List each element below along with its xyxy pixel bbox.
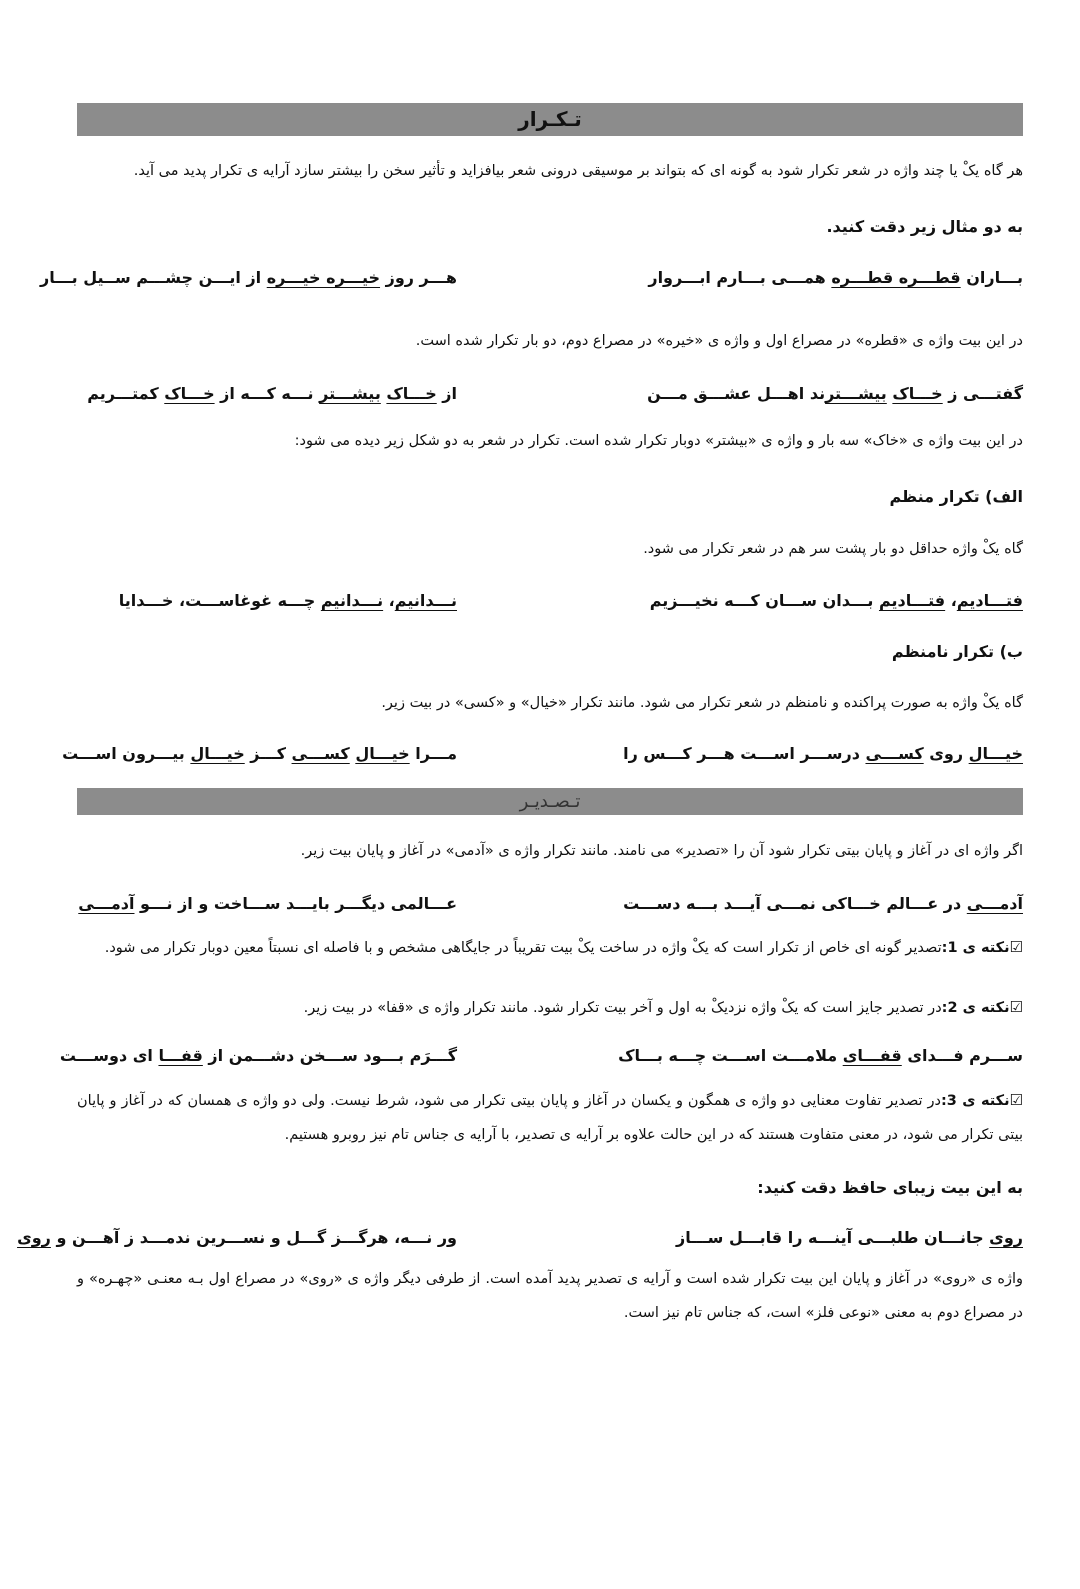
bayt-6 <box>59 1046 1023 1076</box>
document-page <box>17 0 1023 1589</box>
intro-paragraph: هر گاه یکْ یا چند واژه در شعر تکرار شود به گونه ای که بتواند بر موسیقی درونی شعر بیافزاید و تأثیر سخن را بیشتر سازد آرایه ی تکرار پدید می آید. <box>133 163 1023 179</box>
note-1 <box>77 933 1023 963</box>
repeated-word: فتـــادیم <box>956 591 1023 610</box>
bayt-6-hemistich-2: گـــرَم بـــود ســـخن دشـــمن از قفـــا ای دوســـت <box>59 1046 457 1065</box>
alef-text: گاه یکْ واژه حداقل دو بار پشت سر هم در شعر تکرار می شود. <box>643 541 1023 557</box>
bayt-5-hemistich-1: آدمـــی در عـــالم خـــاکی نمـــی آیـــد بـــه دســـت <box>623 894 1023 913</box>
repeated-word: خیـــال <box>968 744 1023 763</box>
repeated-word: فتـــادیم <box>878 591 946 610</box>
repeated-word: کســـی <box>865 744 924 763</box>
note-2 <box>77 993 1023 1023</box>
bayt-2-hemistich-1: گفتـــی ز خـــاک بیشـــترند اهـــل عشـــق مـــن <box>647 384 1023 403</box>
repeated-word: کســـی <box>291 744 350 763</box>
repeated-word: قفـــا <box>158 1046 203 1065</box>
repeated-word: آدمـــی <box>966 894 1023 913</box>
repeated-word: نـــدانیم <box>394 591 457 610</box>
be-text: گاه یکْ واژه به صورت پراکنده و نامنظم در شعر تکرار می شود. مانند تکرار «خیال» و «کسی» در بیت زیر. <box>381 695 1023 711</box>
bayt-4-hemistich-1: خیـــال روی کســـی درســـر اســـت هـــر کـــس را <box>623 744 1023 763</box>
be-heading: ب) تکرار نامنظم <box>891 642 1023 661</box>
repeated-word: نـــدانیم <box>320 591 384 610</box>
checkbox-icon: ☑ <box>1009 938 1023 956</box>
note-3-label: نکته ی 3: <box>940 1093 1010 1109</box>
section-title-tasdir <box>77 788 1023 815</box>
bayt-1 <box>39 268 1023 298</box>
example-heading: به دو مثال زیر دقت کنید. <box>826 217 1023 236</box>
bayt-3 <box>77 591 1023 621</box>
note-3-text: در تصدیر تفاوت معنایی دو واژه ی همگون و یکسان در آغاز و پایان بیتی تکرار می شود، شرط نیست. ولی دو واژه ی همسان که در آغاز و پایان بیتی تکرار می شود، در معنی متفاوت هستند که در این حالت علاوه بر آرایه ی تصدیر، با آرایه ی جناس تام نیز روبرو هستیم. <box>77 1093 1023 1143</box>
repeated-word: روی <box>989 1228 1023 1247</box>
bayt-7-hemistich-2: ور نـــه، هرگـــز گـــل و نســـرین ندمـــد ز آهـــن و روی <box>17 1228 457 1247</box>
repeated-word: روی <box>17 1228 51 1247</box>
section-title-text: تـکـرار <box>518 107 582 131</box>
bayt-1-hemistich-1: بـــاران قطـــره قطـــره همـــی بـــارم ابـــروار <box>648 268 1023 287</box>
bayt-7 <box>17 1228 1023 1258</box>
checkbox-icon: ☑ <box>1009 998 1023 1016</box>
repeated-word: خیـــال <box>355 744 410 763</box>
repeated-word: خـــاک <box>892 384 943 403</box>
repeated-word: خیـــال <box>190 744 245 763</box>
final-paragraph: واژه ی «روی» در آغاز و پایان این بیت تکرار شده است و آرایه ی تصدیر پدید آمده است. از طرفی دیگر واژه ی «روی» در مصراع اول بـه معنـی «چهـره» و در مصراع دوم به معنی «نوعی فلز» است، که جناس تام نیز است. <box>77 1271 1023 1321</box>
note-1-label: نکته ی 1: <box>941 940 1010 956</box>
bayt-2-hemistich-2: از خـــاک بیشـــتر نـــه کـــه از خـــاک کمتـــریم <box>87 384 457 403</box>
repeated-word: قطـــره قطـــره <box>831 268 961 287</box>
section-title-text: تـصـدیـر <box>519 791 581 812</box>
bayt-3-hemistich-2: نـــدانیم، نـــدانیم چـــه غوغاســـت، خـــدایا <box>118 591 457 610</box>
repeated-word: بیشـــتر <box>319 384 381 403</box>
repeated-word: خـــاک <box>386 384 437 403</box>
alef-heading: الف) تکرار منظم <box>889 487 1023 506</box>
note-2-label: نکته ی 2: <box>941 1000 1010 1016</box>
bayt-4 <box>62 744 1023 774</box>
explanation-2: در این بیت واژه ی «خاک» سه بار و واژه ی «بیشتر» دوبار تکرار شده است. تکرار در شعر به دو شکل زیر دیده می شود: <box>294 433 1023 449</box>
explanation-1: در این بیت واژه ی «قطره» در مصراع اول و واژه ی «خیره» در مصراع دوم، دو بار تکرار شده است. <box>415 333 1023 349</box>
note-3 <box>77 1083 1023 1152</box>
repeated-word: بیشـــتر <box>825 384 887 403</box>
repeated-word: آدمـــی <box>78 894 135 913</box>
bayt-1-hemistich-2: هـــر روز خیـــره خیـــره از ایـــن چشـــم ســیل بـــار <box>39 268 457 287</box>
bayt-5 <box>77 894 1023 924</box>
section-title-takrar <box>77 103 1023 136</box>
hafez-heading: به این بیت زیبای حافظ دقت کنید: <box>757 1178 1023 1197</box>
note-1-text: تصدیر گونه ای خاص از تکرار است که یکْ واژه در ساخت یکْ بیت تقریباً در جایگاهی مشخص و با فاصله ای نسبتاً معین دوبار تکرار می شود. <box>104 940 942 956</box>
bayt-6-hemistich-1: ســـرم فـــدای قفـــای ملامـــت اســـت چـــه بـــاک <box>618 1046 1023 1065</box>
note-2-text: در تصدیر جایز است که یکْ واژه نزدیکْ به اول و آخر بیت تکرار شود. مانند تکرار واژه ی «قفا» در بیت زیر. <box>303 1000 942 1016</box>
checkbox-icon: ☑ <box>1009 1091 1023 1109</box>
bayt-4-hemistich-2: مـــرا خیـــال کســـی کـــز خیـــال بیـــرون اســـت <box>62 744 457 763</box>
bayt-2 <box>77 384 1023 414</box>
bayt-7-hemistich-1: روی جانـــان طلبـــی آینـــه را قابـــل ســـاز <box>676 1228 1023 1247</box>
tasdir-intro: اگر واژه ای در آغاز و پایان بیتی تکرار شود آن را «تصدیر» می نامند. مانند تکرار واژه ی «آدمی» در آغاز و پایان بیت زیر. <box>300 843 1023 859</box>
bayt-5-hemistich-2: عـــالمی دیگـــر بایـــد ســـاخت و از نـــو آدمـــی <box>78 894 457 913</box>
repeated-word: خـــاک <box>164 384 215 403</box>
repeated-word: قفـــای <box>842 1046 902 1065</box>
repeated-word: خیـــره خیـــره <box>266 268 381 287</box>
bayt-3-hemistich-1: فتـــادیم، فتـــادیم بـــدان ســـان کـــه نخیـــزیم <box>649 591 1023 610</box>
